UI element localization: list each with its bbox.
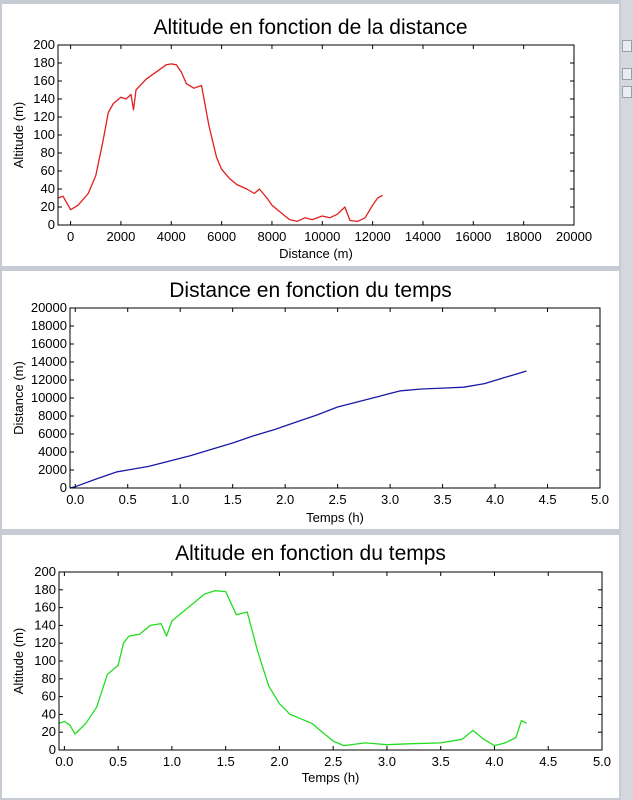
x-tick-label: 1.5 <box>223 492 242 507</box>
chart-title: Altitude en fonction de la distance <box>153 16 468 39</box>
y-tick-label: 18000 <box>30 318 67 333</box>
chart-panel-altitude-temps <box>2 535 619 798</box>
x-axis-label: Temps (h) <box>306 510 364 525</box>
x-tick-label: 1.5 <box>216 754 235 769</box>
chart-title: Altitude en fonction du temps <box>175 542 446 565</box>
x-tick-label: 2.0 <box>276 492 295 507</box>
x-tick-label: 2.5 <box>328 492 347 507</box>
window-scrollbar[interactable] <box>621 0 633 800</box>
axes-frame <box>70 308 600 488</box>
x-tick-label: 0.5 <box>109 754 128 769</box>
scroll-button[interactable] <box>622 86 632 98</box>
y-axis-label: Altitude (m) <box>11 101 26 169</box>
y-tick-label: 200 <box>34 564 56 579</box>
y-tick-label: 2000 <box>38 462 67 477</box>
x-axis-label: Distance (m) <box>279 246 353 261</box>
chart-distance-temps <box>2 271 619 529</box>
x-tick-label: 4.5 <box>538 492 557 507</box>
x-tick-label: 8000 <box>257 229 287 244</box>
x-tick-label: 3.0 <box>377 754 396 769</box>
y-tick-label: 140 <box>33 91 55 106</box>
y-tick-label: 100 <box>33 127 55 142</box>
x-tick-label: 5.0 <box>592 754 612 769</box>
series-line <box>70 371 527 488</box>
y-tick-label: 80 <box>41 670 56 686</box>
chart-panel-distance-temps <box>2 271 619 529</box>
y-tick-label: 4000 <box>38 444 67 459</box>
chart-title: Distance en fonction du temps <box>169 279 452 302</box>
scroll-button[interactable] <box>622 40 632 52</box>
x-tick-label: 2.5 <box>324 754 343 769</box>
y-tick-label: 100 <box>34 653 56 668</box>
x-tick-label: 1.0 <box>162 754 181 769</box>
x-tick-label: 0.0 <box>66 492 85 507</box>
y-tick-label: 160 <box>33 73 55 88</box>
x-tick-label: 16000 <box>455 229 492 244</box>
chart-panel-altitude-distance <box>2 4 619 266</box>
x-tick-label: 0.5 <box>118 492 137 507</box>
x-tick-label: 14000 <box>404 229 442 244</box>
y-axis-label: Altitude (m) <box>11 627 26 695</box>
y-tick-label: 40 <box>40 181 55 196</box>
series-line <box>58 64 383 222</box>
y-tick-label: 16000 <box>30 336 67 351</box>
y-tick-label: 20000 <box>30 300 67 315</box>
y-axis-label: Distance (m) <box>11 361 26 435</box>
x-tick-label: 10000 <box>304 229 341 244</box>
x-tick-label: 18000 <box>505 229 542 244</box>
y-tick-label: 140 <box>34 617 56 633</box>
y-tick-label: 14000 <box>30 354 67 369</box>
y-tick-label: 180 <box>33 55 55 70</box>
series-line <box>59 591 527 746</box>
x-tick-label: 3.5 <box>431 754 450 769</box>
x-tick-label: 4.0 <box>486 492 505 507</box>
y-tick-label: 0 <box>59 480 67 495</box>
x-tick-label: 12000 <box>354 229 391 244</box>
chart-altitude-distance <box>2 4 619 266</box>
y-tick-label: 200 <box>33 37 55 52</box>
y-tick-label: 120 <box>34 635 56 651</box>
x-tick-label: 4000 <box>156 229 186 244</box>
y-tick-label: 12000 <box>30 372 67 387</box>
x-tick-label: 2.0 <box>270 754 289 769</box>
chart-altitude-temps <box>2 535 619 798</box>
x-tick-label: 2000 <box>106 229 136 244</box>
x-tick-label: 20000 <box>555 229 593 244</box>
x-tick-label: 4.0 <box>485 754 504 769</box>
axes-frame <box>58 45 574 225</box>
x-tick-label: 5.0 <box>590 492 610 507</box>
y-tick-label: 60 <box>40 163 55 178</box>
y-tick-label: 8000 <box>38 408 67 423</box>
y-tick-label: 60 <box>41 688 56 704</box>
y-tick-label: 120 <box>33 109 55 124</box>
y-tick-label: 0 <box>47 217 55 232</box>
y-tick-label: 160 <box>34 599 56 615</box>
y-tick-label: 0 <box>48 742 56 757</box>
y-tick-label: 20 <box>41 724 56 740</box>
y-tick-label: 40 <box>41 706 56 722</box>
x-tick-label: 3.5 <box>433 492 452 507</box>
x-tick-label: 1.0 <box>171 492 190 507</box>
x-tick-label: 0.0 <box>55 754 74 769</box>
x-axis-label: Temps (h) <box>301 770 360 785</box>
x-tick-label: 4.5 <box>539 754 558 769</box>
y-tick-label: 20 <box>40 199 55 214</box>
y-tick-label: 6000 <box>38 426 67 441</box>
x-tick-label: 0 <box>66 229 75 244</box>
x-tick-label: 3.0 <box>381 492 400 507</box>
x-tick-label: 6000 <box>207 229 237 244</box>
scroll-button[interactable] <box>622 68 632 80</box>
y-tick-label: 10000 <box>30 390 67 405</box>
y-tick-label: 80 <box>40 145 55 160</box>
y-tick-label: 180 <box>34 581 56 597</box>
